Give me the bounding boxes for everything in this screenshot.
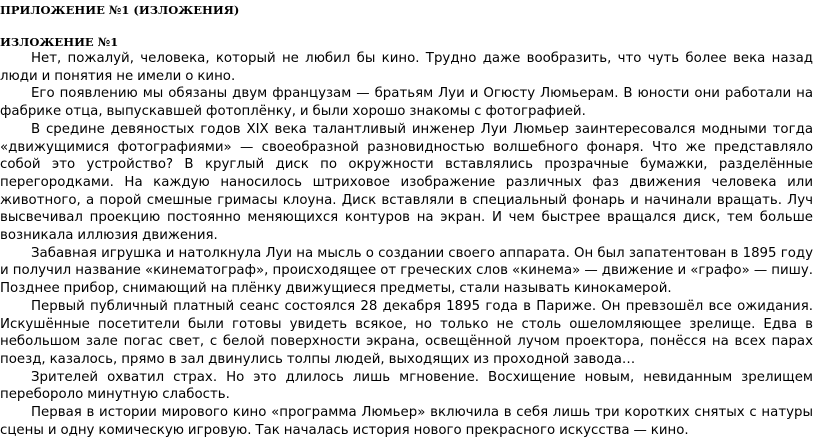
paragraph: Первый публичный платный сеанс состоялся 28 декабря 1895 года в Париже. Он превзошёл все ожидания. Искушённые посетители были готовы увидеть всякое, но только не столь ошеломляющее зрелище. Едва в небольшом зале погас свет, с белой поверхности экрана, освещённой лучом проектора, понёсся на всех парах поезд, казалось, прямо в зал двинулись толпы людей, выходящих из проходной завода… <box>0 298 813 367</box>
paragraph: Зрителей охватил страх. Но это длилось лишь мгновение. Восхищение новым, невиданным зрелищем перебороло минутную слабость. <box>0 369 813 403</box>
paragraph: Первая в истории мирового кино «программа Люмьер» включила в себя лишь три коротких снятых с натуры сцены и одну комическую игровую. Так началась история нового прекрасного искусства — кино. <box>0 405 813 438</box>
paragraph: Нет, пожалуй, человека, который не любил бы кино. Трудно даже вообразить, что чуть более века назад люди и понятия не имели о кино. <box>0 51 813 84</box>
paragraph: В средине девяностых годов XIX века талантливый инженер Луи Люмьер заинтересовался модными тогда «движущимися фотографиями» — своеобразной разновидностью волшебного фонаря. Что же представляло собой это устройство? В круглый диск по окружности вставлялись прозрачные бумажки, разделённые перегородками. На каждую наносилось штриховое изображение различных фаз движения человека или животного, а порой смешные гримасы клоуна. Диск вставляли в специальный фонарь и начинали вращать. Луч высвечивал проекцию постоянно меняющихся контуров на экран. И чем быстрее вращался диск, тем больше возникала иллюзия движения. <box>0 121 813 244</box>
document-body <box>0 50 813 439</box>
document-header: ПРИЛОЖЕНИЕ №1 (ИЗЛОЖЕНИЯ) <box>0 3 240 17</box>
paragraph: Забавная игрушка и натолкнула Луи на мысль о создании своего аппарата. Он был запатентован в 1895 году и получил название «кинематограф», происходящее от греческих слов «кинема» — движение и «графо» — пишу. Позднее прибор, снимающий на плёнку движущиеся предметы, стали называть кинокамерой. <box>0 245 813 297</box>
paragraph: Его появлению мы обязаны двум французам — братьям Луи и Огюсту Люмьерам. В юности они работали на фабрике отца, выпускавшей фотоплёнку, и были хорошо знакомы с фотографией. <box>0 86 813 120</box>
section-title: ИЗЛОЖЕНИЕ №1 <box>0 35 119 49</box>
document-page <box>0 2 813 439</box>
